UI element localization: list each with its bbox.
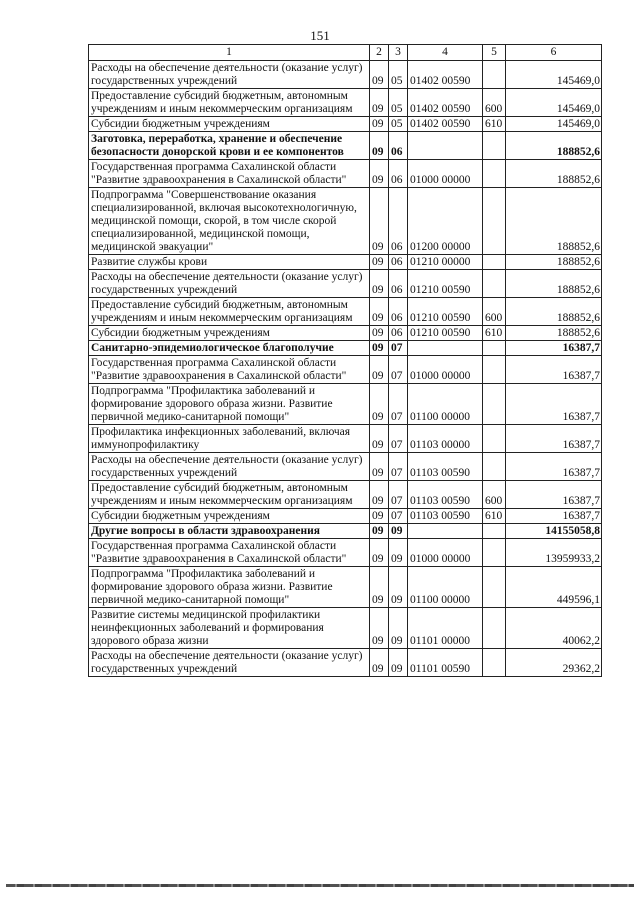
row-section-cell: 09 xyxy=(370,326,389,341)
row-subsection-cell: 06 xyxy=(389,160,408,188)
row-amount-cell: 13959933,2 xyxy=(506,539,602,567)
row-section-cell: 09 xyxy=(370,608,389,649)
row-section-cell: 09 xyxy=(370,453,389,481)
row-section-cell: 09 xyxy=(370,89,389,117)
row-target-code-cell: 01210 00000 xyxy=(408,255,483,270)
table-row xyxy=(89,567,602,608)
row-expense-type-cell xyxy=(483,425,506,453)
table-row xyxy=(89,255,602,270)
table-row xyxy=(89,160,602,188)
row-subsection-cell: 05 xyxy=(389,117,408,132)
table-row xyxy=(89,524,602,539)
row-subsection-cell: 06 xyxy=(389,298,408,326)
row-name-cell: Развитие службы крови xyxy=(89,255,370,270)
row-name-cell: Расходы на обеспечение деятельности (оказание услуг) государственных учреждений xyxy=(89,270,370,298)
row-subsection-cell: 07 xyxy=(389,341,408,356)
row-expense-type-cell xyxy=(483,356,506,384)
row-expense-type-cell xyxy=(483,255,506,270)
row-amount-cell: 16387,7 xyxy=(506,481,602,509)
row-expense-type-cell: 610 xyxy=(483,509,506,524)
row-subsection-cell: 09 xyxy=(389,567,408,608)
row-target-code-cell xyxy=(408,132,483,160)
row-subsection-cell: 09 xyxy=(389,649,408,677)
table-row xyxy=(89,117,602,132)
row-name-cell: Развитие системы медицинской профилактики неинфекционных заболеваний и формирования здорового образа жизни xyxy=(89,608,370,649)
row-amount-cell: 188852,6 xyxy=(506,255,602,270)
table-row xyxy=(89,425,602,453)
header-col-3: 3 xyxy=(389,45,408,61)
row-expense-type-cell xyxy=(483,524,506,539)
row-section-cell: 09 xyxy=(370,356,389,384)
row-expense-type-cell: 600 xyxy=(483,481,506,509)
row-amount-cell: 16387,7 xyxy=(506,341,602,356)
row-amount-cell: 16387,7 xyxy=(506,453,602,481)
table-row xyxy=(89,509,602,524)
row-name-cell: Предоставление субсидий бюджетным, автономным учреждениям и иным некоммерческим организациям xyxy=(89,298,370,326)
header-col-6: 6 xyxy=(506,45,602,61)
row-target-code-cell: 01210 00590 xyxy=(408,326,483,341)
row-amount-cell: 29362,2 xyxy=(506,649,602,677)
table-row xyxy=(89,608,602,649)
row-section-cell: 09 xyxy=(370,539,389,567)
table-row xyxy=(89,132,602,160)
row-section-cell: 09 xyxy=(370,255,389,270)
row-name-cell: Предоставление субсидий бюджетным, автономным учреждениям и иным некоммерческим организациям xyxy=(89,89,370,117)
row-name-cell: Государственная программа Сахалинской области "Развитие здравоохранения в Сахалинской области" xyxy=(89,356,370,384)
row-amount-cell: 16387,7 xyxy=(506,384,602,425)
row-section-cell: 09 xyxy=(370,117,389,132)
row-target-code-cell xyxy=(408,524,483,539)
row-expense-type-cell xyxy=(483,608,506,649)
header-row xyxy=(89,45,602,61)
row-name-cell: Подпрограмма "Профилактика заболеваний и формирование здорового образа жизни. Развитие первичной медико-санитарной помощи" xyxy=(89,384,370,425)
page-number: 151 xyxy=(310,28,330,43)
row-name-cell: Расходы на обеспечение деятельности (оказание услуг) государственных учреждений xyxy=(89,61,370,89)
row-subsection-cell: 06 xyxy=(389,255,408,270)
row-subsection-cell: 06 xyxy=(389,188,408,255)
row-subsection-cell: 07 xyxy=(389,453,408,481)
row-target-code-cell: 01101 00000 xyxy=(408,608,483,649)
table-row xyxy=(89,453,602,481)
row-amount-cell: 449596,1 xyxy=(506,567,602,608)
row-target-code-cell: 01210 00590 xyxy=(408,270,483,298)
table-row xyxy=(89,341,602,356)
row-name-cell: Подпрограмма "Совершенствование оказания специализированной, включая высокотехнологичную, медицинской помощи, скорой, в том числе скорой специализированной, медицинской помощи, медицинской эвакуации" xyxy=(89,188,370,255)
row-amount-cell: 14155058,8 xyxy=(506,524,602,539)
table-row xyxy=(89,649,602,677)
row-subsection-cell: 09 xyxy=(389,608,408,649)
row-subsection-cell: 07 xyxy=(389,384,408,425)
row-name-cell: Субсидии бюджетным учреждениям xyxy=(89,509,370,524)
row-section-cell: 09 xyxy=(370,509,389,524)
row-subsection-cell: 05 xyxy=(389,61,408,89)
row-subsection-cell: 07 xyxy=(389,509,408,524)
row-target-code-cell: 01000 00000 xyxy=(408,160,483,188)
row-name-cell: Предоставление субсидий бюджетным, автономным учреждениям и иным некоммерческим организациям xyxy=(89,481,370,509)
row-amount-cell: 188852,6 xyxy=(506,298,602,326)
scan-edge-line xyxy=(6,884,634,887)
row-amount-cell: 145469,0 xyxy=(506,61,602,89)
row-name-cell: Заготовка, переработка, хранение и обеспечение безопасности донорской крови и ее компонентов xyxy=(89,132,370,160)
row-section-cell: 09 xyxy=(370,132,389,160)
row-section-cell: 09 xyxy=(370,649,389,677)
row-target-code-cell: 01103 00590 xyxy=(408,509,483,524)
row-subsection-cell: 06 xyxy=(389,270,408,298)
row-name-cell: Государственная программа Сахалинской области "Развитие здравоохранения в Сахалинской области" xyxy=(89,160,370,188)
row-section-cell: 09 xyxy=(370,425,389,453)
row-target-code-cell: 01101 00590 xyxy=(408,649,483,677)
row-expense-type-cell xyxy=(483,188,506,255)
row-expense-type-cell xyxy=(483,539,506,567)
row-amount-cell: 16387,7 xyxy=(506,509,602,524)
row-expense-type-cell xyxy=(483,384,506,425)
header-col-1: 1 xyxy=(89,45,370,61)
row-target-code-cell: 01103 00000 xyxy=(408,425,483,453)
row-section-cell: 09 xyxy=(370,61,389,89)
row-subsection-cell: 07 xyxy=(389,356,408,384)
row-section-cell: 09 xyxy=(370,160,389,188)
row-amount-cell: 188852,6 xyxy=(506,188,602,255)
table-row xyxy=(89,481,602,509)
budget-table xyxy=(88,44,602,677)
header-col-5: 5 xyxy=(483,45,506,61)
row-expense-type-cell xyxy=(483,341,506,356)
row-amount-cell: 188852,6 xyxy=(506,160,602,188)
row-target-code-cell: 01210 00590 xyxy=(408,298,483,326)
row-section-cell: 09 xyxy=(370,298,389,326)
row-target-code-cell: 01103 00590 xyxy=(408,453,483,481)
table-row xyxy=(89,326,602,341)
row-expense-type-cell: 600 xyxy=(483,89,506,117)
row-target-code-cell: 01402 00590 xyxy=(408,89,483,117)
row-section-cell: 09 xyxy=(370,524,389,539)
row-subsection-cell: 05 xyxy=(389,89,408,117)
row-section-cell: 09 xyxy=(370,481,389,509)
row-expense-type-cell xyxy=(483,132,506,160)
row-target-code-cell: 01103 00590 xyxy=(408,481,483,509)
row-section-cell: 09 xyxy=(370,341,389,356)
row-section-cell: 09 xyxy=(370,384,389,425)
row-expense-type-cell xyxy=(483,649,506,677)
row-name-cell: Субсидии бюджетным учреждениям xyxy=(89,326,370,341)
row-expense-type-cell: 610 xyxy=(483,326,506,341)
row-name-cell: Расходы на обеспечение деятельности (оказание услуг) государственных учреждений xyxy=(89,649,370,677)
table-row xyxy=(89,356,602,384)
row-name-cell: Субсидии бюджетным учреждениям xyxy=(89,117,370,132)
row-name-cell: Профилактика инфекционных заболеваний, включая иммунопрофилактику xyxy=(89,425,370,453)
row-section-cell: 09 xyxy=(370,270,389,298)
row-subsection-cell: 07 xyxy=(389,425,408,453)
row-section-cell: 09 xyxy=(370,188,389,255)
table-row xyxy=(89,539,602,567)
table-row xyxy=(89,89,602,117)
row-subsection-cell: 07 xyxy=(389,481,408,509)
row-subsection-cell: 09 xyxy=(389,539,408,567)
row-expense-type-cell xyxy=(483,160,506,188)
table-row xyxy=(89,384,602,425)
row-amount-cell: 40062,2 xyxy=(506,608,602,649)
row-name-cell: Расходы на обеспечение деятельности (оказание услуг) государственных учреждений xyxy=(89,453,370,481)
table-row xyxy=(89,270,602,298)
row-target-code-cell: 01402 00590 xyxy=(408,117,483,132)
row-target-code-cell xyxy=(408,341,483,356)
row-expense-type-cell xyxy=(483,61,506,89)
row-amount-cell: 145469,0 xyxy=(506,117,602,132)
row-amount-cell: 188852,6 xyxy=(506,132,602,160)
table-row xyxy=(89,298,602,326)
row-expense-type-cell: 610 xyxy=(483,117,506,132)
row-section-cell: 09 xyxy=(370,567,389,608)
row-amount-cell: 16387,7 xyxy=(506,356,602,384)
row-expense-type-cell xyxy=(483,567,506,608)
row-expense-type-cell xyxy=(483,270,506,298)
row-target-code-cell: 01402 00590 xyxy=(408,61,483,89)
row-name-cell: Подпрограмма "Профилактика заболеваний и формирование здорового образа жизни. Развитие первичной медико-санитарной помощи" xyxy=(89,567,370,608)
header-col-4: 4 xyxy=(408,45,483,61)
row-subsection-cell: 06 xyxy=(389,132,408,160)
row-amount-cell: 188852,6 xyxy=(506,326,602,341)
row-name-cell: Государственная программа Сахалинской области "Развитие здравоохранения в Сахалинской области" xyxy=(89,539,370,567)
row-target-code-cell: 01200 00000 xyxy=(408,188,483,255)
table-row xyxy=(89,61,602,89)
row-target-code-cell: 01000 00000 xyxy=(408,356,483,384)
row-subsection-cell: 06 xyxy=(389,326,408,341)
row-amount-cell: 145469,0 xyxy=(506,89,602,117)
row-target-code-cell: 01100 00000 xyxy=(408,567,483,608)
row-expense-type-cell: 600 xyxy=(483,298,506,326)
table-row xyxy=(89,188,602,255)
row-target-code-cell: 01100 00000 xyxy=(408,384,483,425)
header-col-2: 2 xyxy=(370,45,389,61)
row-name-cell: Санитарно-эпидемиологическое благополучие xyxy=(89,341,370,356)
row-name-cell: Другие вопросы в области здравоохранения xyxy=(89,524,370,539)
row-amount-cell: 188852,6 xyxy=(506,270,602,298)
row-target-code-cell: 01000 00000 xyxy=(408,539,483,567)
row-subsection-cell: 09 xyxy=(389,524,408,539)
row-amount-cell: 16387,7 xyxy=(506,425,602,453)
row-expense-type-cell xyxy=(483,453,506,481)
